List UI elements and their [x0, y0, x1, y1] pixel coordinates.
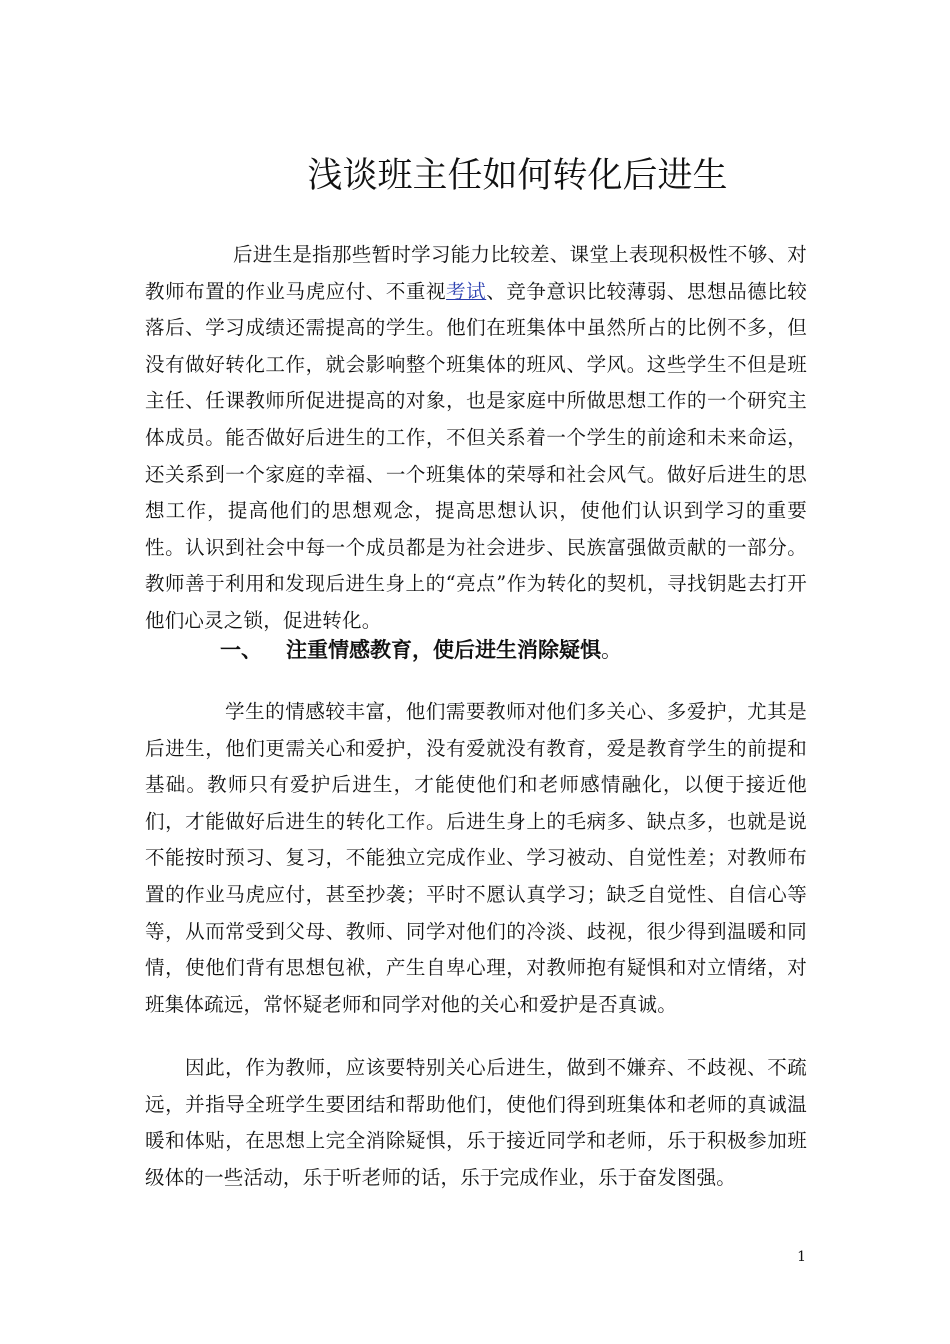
exam-link[interactable]: 考试 — [446, 279, 487, 303]
intro-text-part2: 、竞争意识比较薄弱、思想品德比较落后、学习成绩还需提高的学生。他们在班集体中虽然所占的比例不多，但没有做好转化工作，就会影响整个班集体的班风、学风。这些学生不但是班主任、任课教师所促进提高的对象，也是家庭中所做思想工作的一个研究主体成员。能否做好后进生的工作，不但关系着一个学生的前途和未来命运，还关系到一个家庭的幸福、一个班集体的荣辱和社会风气。做好后进生的思想工作，提高他们的思想观念，提高思想认识，使他们认识到学习的重要性。认识到社会中每一个成员都是为社会进步、民族富强做贡献的一部分。教师善于利用和发现后进生身上的“亮点”作为转化的契机，寻找钥匙去打开他们心灵之锁，促进转化。 — [145, 279, 808, 632]
section-heading-1 — [220, 632, 622, 668]
page-number: 1 — [797, 1249, 806, 1265]
document-title: 浅谈班主任如何转化后进生 — [307, 156, 728, 196]
body-paragraph-2: 因此，作为教师，应该要特别关心后进生，做到不嫌弃、不歧视、不疏远，并指导全班学生要团结和帮助他们，使他们得到班集体和老师的真诚温暖和体贴，在思想上完全消除疑惧，乐于接近同学和老师，乐于积极参加班级体的一些活动，乐于听老师的话，乐于完成作业，乐于奋发图强。 — [145, 1056, 807, 1189]
intro-text-part1: 后进生是指那些暂时学习能力比较差、课堂上表现积极性不够、对教师布置的作业马虎应付、不重视 — [145, 243, 807, 303]
intro-paragraph — [145, 237, 807, 640]
section-heading-text: 注重情感教育，使后进生消除疑惧 — [286, 638, 601, 662]
body-paragraph-1: 学生的情感较丰富，他们需要教师对他们多关心、多爱护，尤其是后进生，他们更需关心和爱护，没有爱就没有教育，爱是教育学生的前提和基础。教师只有爱护后进生，才能使他们和老师感情融化，以便于接近他们，才能做好后进生的转化工作。后进生身上的毛病多、缺点多，也就是说不能按时预习、复习，不能独立完成作业、学习被动、自觉性差；对教师布置的作业马虎应付，甚至抄袭；平时不愿认真学习；缺乏自觉性、自信心等等，从而常受到父母、教师、同学对他们的冷淡、歧视，很少得到温暖和同情，使他们背有思想包袱，产生自卑心理，对教师抱有疑惧和对立情绪，对班集体疏远，常怀疑老师和同学对他的关心和爱护是否真诚。 — [145, 700, 807, 1016]
section-heading-end: 。 — [601, 638, 622, 662]
section-number: 一、 — [220, 638, 262, 662]
